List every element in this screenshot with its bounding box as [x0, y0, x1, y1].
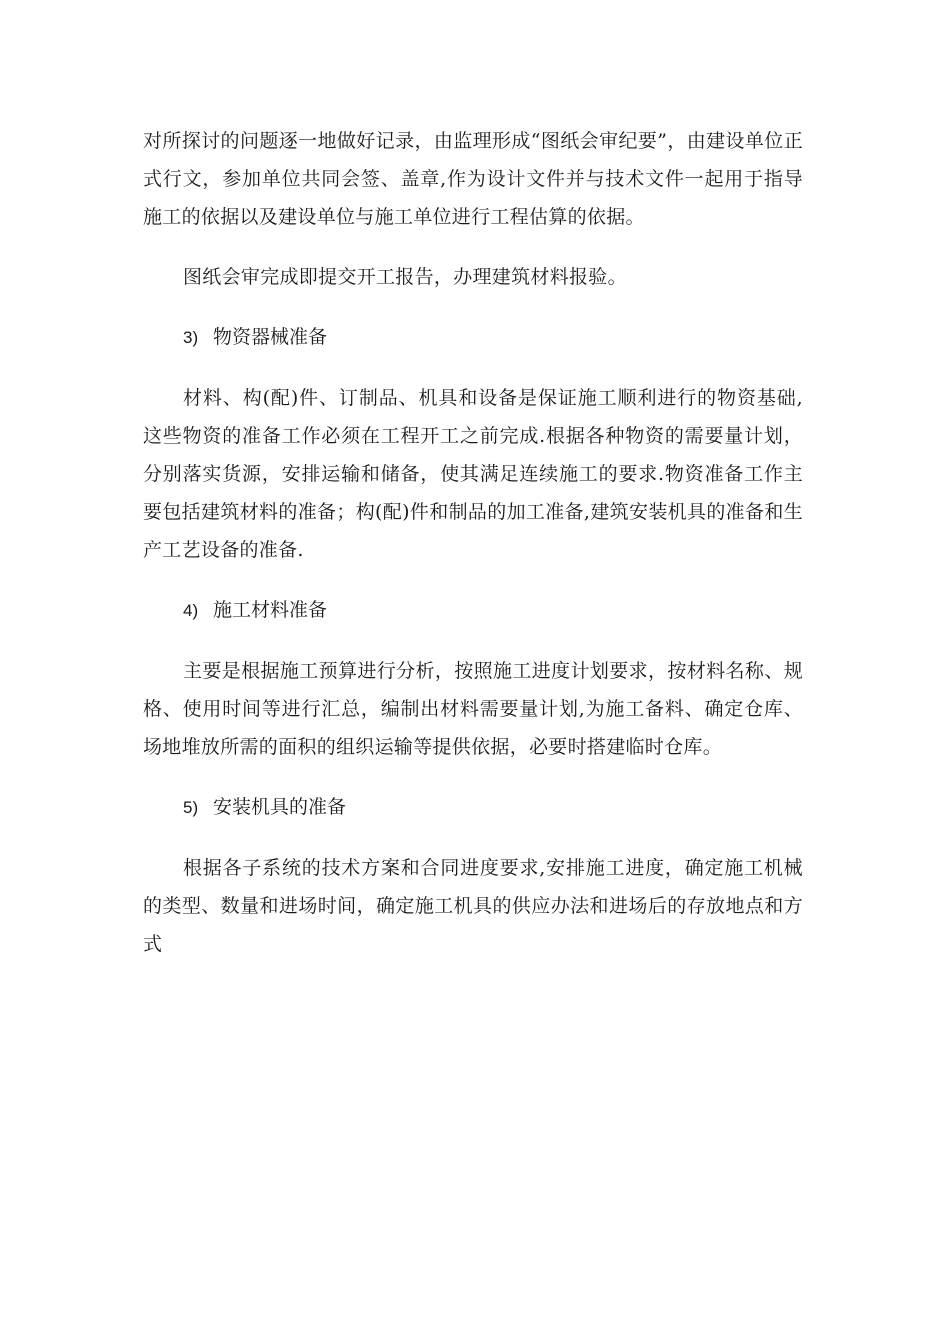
paragraph-material-plan: 主要是根据施工预算进行分析，按照施工进度计划要求，按材料名称、规格、使用时间等进行汇总，编制出材料需要量计划,为施工备料、确定仓库、场地堆放所需的面积的组织运输等提供依据，必要时搭建临时仓库。 — [143, 660, 803, 758]
document-page — [143, 122, 803, 963]
paragraph-start-report: 图纸会审完成即提交开工报告，办理建筑材料报验。 — [183, 266, 627, 288]
heading-number: 3) — [183, 328, 199, 347]
heading-title: 物资器械准备 — [213, 326, 328, 348]
heading-number: 5) — [183, 798, 199, 817]
heading-title: 安装机具的准备 — [213, 796, 347, 818]
heading-number: 4) — [183, 601, 199, 620]
paragraph-drawing-review-record: 对所探讨的问题逐一地做好记录，由监理形成“图纸会审纪要”，由建设单位正式行文，参加单位共同会签、盖章,作为设计文件并与技术文件一起用于指导施工的依据以及建设单位与施工单位进行工程估算的依据。 — [143, 130, 803, 228]
heading-installation-tools-prep — [143, 788, 803, 827]
heading-material-equipment-prep — [143, 318, 803, 357]
paragraph-tools-plan: 根据各子系统的技术方案和合同进度要求,安排施工进度，确定施工机械的类型、数量和进场时间，确定施工机具的供应办法和进场后的存放地点和方式 — [143, 857, 803, 955]
heading-construction-material-prep — [143, 591, 803, 630]
heading-title: 施工材料准备 — [213, 599, 328, 621]
paragraph-material-basis: 材料、构(配)件、订制品、机具和设备是保证施工顺利进行的物资基础,这些物资的准备工作必须在工程开工之前完成.根据各种物资的需要量计划，分别落实货源，安排运输和储备，使其满足连续施工的要求.物资准备工作主要包括建筑材料的准备；构(配)件和制品的加工准备,建筑安装机具的准备和生产工艺设备的准备. — [143, 387, 803, 561]
